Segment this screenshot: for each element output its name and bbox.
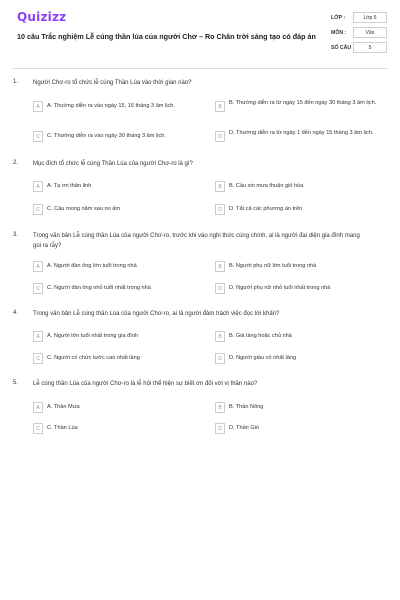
option-letter: A [33, 331, 43, 342]
meta-row-class [331, 12, 387, 27]
option-letter: A [33, 402, 43, 413]
option-d[interactable] [215, 204, 385, 218]
option-text: C. Người có chức tước cao nhất làng [47, 355, 140, 361]
option-letter: B [215, 402, 225, 413]
meta-box-count [353, 42, 387, 53]
question-text: Lễ cúng thần Lúa của người Chơ-ro là lễ hội thể hiện sự biết ơn đối với vị thần nào? [33, 381, 258, 387]
option-letter: D [215, 131, 225, 142]
option-text: D. Người phụ nữ nhỏ tuổi nhất trong nhà [229, 285, 331, 291]
option-d[interactable] [215, 283, 385, 297]
option-text: C. Thường diễn ra vào ngày 30 tháng 3 âm lịch. [47, 133, 166, 139]
option-d[interactable] [215, 423, 385, 437]
option-letter: A [33, 181, 43, 192]
question-text: Mục đích tổ chức lễ cúng Thần Lúa của người Chơ-ro là gì? [33, 161, 193, 167]
question-text: Người Chơ-ro tổ chức lễ cúng Thần Lúa vào thời gian nào? [33, 80, 192, 86]
option-letter: C [33, 353, 43, 364]
option-b[interactable] [215, 261, 385, 275]
worksheet-header [0, 0, 400, 66]
option-text: B. Thường diễn ra từ ngày 15 đến ngày 30 tháng 3 âm lịch. [229, 100, 377, 106]
worksheet-meta [331, 12, 387, 57]
option-b[interactable] [215, 402, 385, 416]
meta-value-count: 5 [368, 45, 372, 51]
option-a[interactable] [33, 261, 203, 275]
meta-row-subject [331, 27, 387, 42]
option-b[interactable] [215, 331, 385, 345]
option-text: D. Thần Gió [229, 425, 260, 431]
meta-row-count [331, 42, 387, 57]
option-letter: C [33, 131, 43, 142]
option-a[interactable] [33, 331, 203, 345]
meta-label-subject: MÔN : [331, 30, 347, 36]
option-text: B. Già làng hoặc chủ nhà [229, 333, 292, 339]
meta-value-subject: Văn [365, 30, 375, 36]
question-number: 1. [13, 79, 19, 85]
option-c[interactable] [33, 204, 203, 218]
option-letter: D [215, 353, 225, 364]
question-text: Trong văn bản Lễ cúng thần Lúa của người Chơ-ro, ai là người đảm trách việc đọc lời khấn? [33, 311, 280, 317]
option-letter: B [215, 101, 225, 112]
option-letter: D [215, 283, 225, 294]
option-d[interactable] [215, 131, 385, 145]
meta-label-class: LỚP : [331, 15, 346, 21]
meta-box-class [353, 12, 387, 23]
option-letter: C [33, 423, 43, 434]
option-c[interactable] [33, 131, 203, 145]
option-letter: A [33, 261, 43, 272]
option-c[interactable] [33, 423, 203, 437]
option-a[interactable] [33, 402, 203, 416]
meta-box-subject [353, 27, 387, 38]
option-text: C. Người đàn ông nhỏ tuổi nhất trong nhà [47, 285, 151, 291]
option-text: D. Tất cả các phương án trên [229, 206, 303, 212]
option-text: A. Tạ ơn thần linh [47, 183, 92, 189]
option-text: D. Người giàu có nhất làng [229, 355, 297, 361]
question-number: 3. [13, 232, 19, 238]
option-text: B. Thần Nông [229, 404, 264, 410]
option-text: B. Cầu xin mưa thuận gió hòa [229, 183, 304, 189]
option-letter: D [215, 204, 225, 215]
quizizz-logo: Quizizz [17, 10, 67, 24]
option-letter: D [215, 423, 225, 434]
option-text: B. Người phụ nữ lớn tuổi trong nhà [229, 263, 317, 269]
question-text: Trong văn bản Lễ cúng thần Lúa của người Chơ-ro, trước khi vào nghi thức cúng chính, ai là người đại diện gia đình mang gùi ra rẫy? [33, 233, 360, 249]
option-text: C. Thần Lúa [47, 425, 78, 431]
meta-label-count: SỐ CÂU : [331, 45, 355, 51]
option-letter: B [215, 261, 225, 272]
option-text: A. Thường diễn ra vào ngày 15, 16 tháng 3 âm lịch. [47, 103, 175, 109]
option-d[interactable] [215, 353, 385, 367]
option-letter: C [33, 283, 43, 294]
option-b[interactable] [215, 101, 385, 115]
option-text: A. Người đàn ông lớn tuổi trong nhà [47, 263, 137, 269]
option-letter: B [215, 181, 225, 192]
header-divider [12, 68, 388, 69]
option-text: D. Thường diễn ra từ ngày 1 đến ngày 15 tháng 3 âm lịch. [229, 130, 374, 136]
option-a[interactable] [33, 101, 203, 115]
question-number: 4. [13, 310, 19, 316]
option-letter: A [33, 101, 43, 112]
option-text: C. Cầu mong năm sau no ấm [47, 206, 121, 212]
option-b[interactable] [215, 181, 385, 195]
meta-value-class: Lớp 6 [363, 15, 377, 21]
worksheet-title: 10 câu Trắc nghiệm Lễ cúng thần lúa của người Chơ – Ro Chân trời sáng tạo có đáp án [17, 32, 316, 41]
option-c[interactable] [33, 283, 203, 297]
option-letter: C [33, 204, 43, 215]
question-number: 5. [13, 380, 19, 386]
question-number: 2. [13, 160, 19, 166]
option-letter: B [215, 331, 225, 342]
option-text: A. Thần Mưa [47, 404, 80, 410]
option-c[interactable] [33, 353, 203, 367]
option-text: A. Người lớn tuổi nhất trong gia đình [47, 333, 138, 339]
option-a[interactable] [33, 181, 203, 195]
